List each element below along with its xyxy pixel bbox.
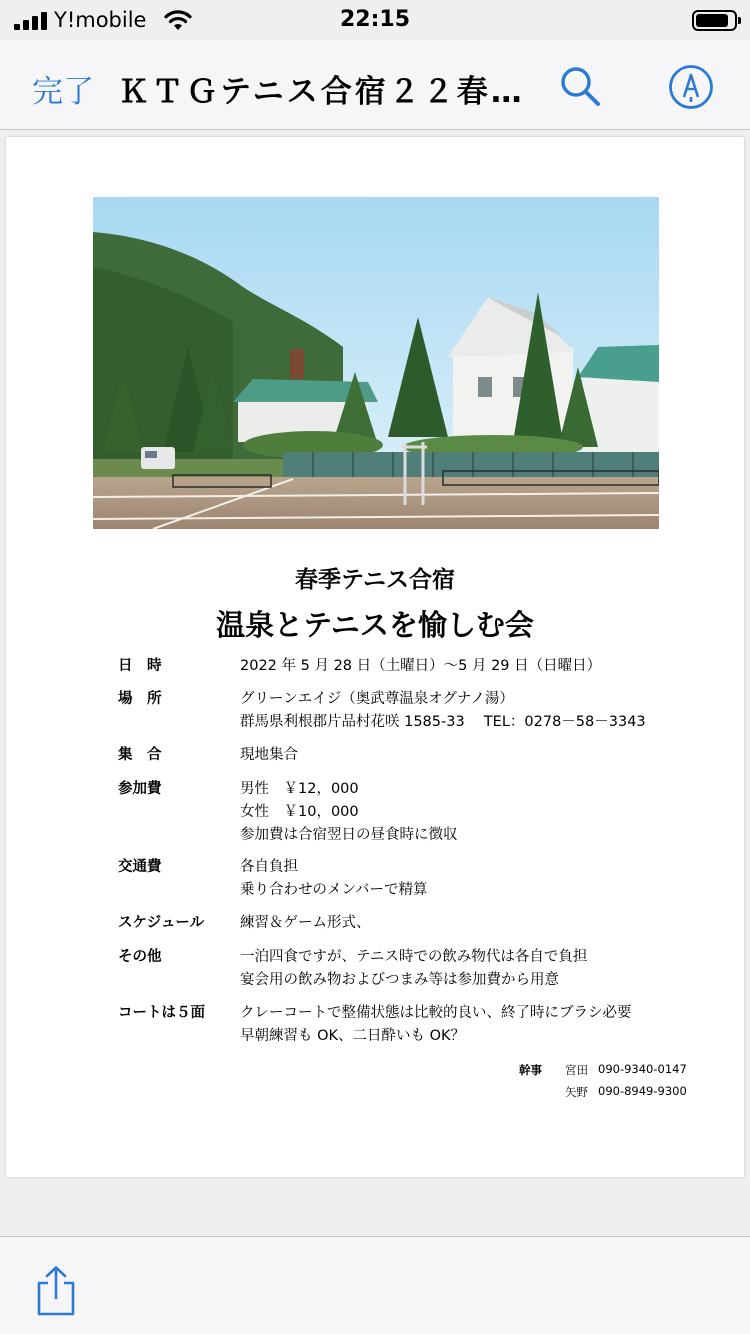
organizer-role: 幹事 <box>519 1063 542 1077</box>
row-value: 女性 ￥10，000 <box>240 804 359 820</box>
row-value: 宴会用の飲み物およびつまみ等は参加費から用意 <box>240 972 559 988</box>
battery-icon <box>692 10 737 31</box>
row-value: クレーコートで整備状態は比較的良い、終了時にブラシ必要 <box>240 1005 632 1021</box>
row-label: 場 所 <box>118 691 162 707</box>
row-label: 参加費 <box>118 781 162 797</box>
status-time: 22:15 <box>339 7 411 32</box>
event-subtitle: 春季テニス合宿 <box>294 567 456 593</box>
row-label: スケジュール <box>118 915 205 931</box>
row-value: 乗り合わせのメンバーで精算 <box>240 882 428 898</box>
row-label: その他 <box>118 949 162 965</box>
row-value: 参加費は合宿翌日の昼食時に徴収 <box>240 827 458 843</box>
row-label: 集 合 <box>118 747 162 763</box>
document-title: ＫＴＧテニス合宿２２春… <box>118 74 525 110</box>
share-icon[interactable] <box>34 1265 78 1317</box>
organizer-name-1: 宮田 <box>565 1063 588 1077</box>
organizer-phone-2: 090-8949-9300 <box>598 1084 687 1098</box>
document-page[interactable] <box>6 137 744 1177</box>
search-icon[interactable] <box>556 62 604 110</box>
status-bar <box>0 0 750 40</box>
row-label: コートは５面 <box>118 1005 205 1021</box>
organizer-phone-1: 090-9340-0147 <box>598 1062 687 1076</box>
row-value: 2022 年 5 月 28 日（土曜日）～5 月 29 日（日曜日） <box>240 658 602 674</box>
row-label: 日 時 <box>118 658 162 674</box>
done-button[interactable]: 完了 <box>32 74 94 110</box>
row-value: 練習＆ゲーム形式、 <box>240 915 371 931</box>
navigation-bar <box>0 40 750 130</box>
row-value: 現地集合 <box>240 747 298 763</box>
organizer-name-2: 矢野 <box>565 1085 588 1099</box>
row-value: グリーンエイジ（奥武尊温泉オグナノ湯） <box>240 691 514 707</box>
row-label: 交通費 <box>118 859 162 875</box>
event-title: 温泉とテニスを愉しむ会 <box>216 608 534 642</box>
bottom-toolbar <box>0 1236 750 1334</box>
row-value: 早朝練習も OK、二日酔いも OK？ <box>240 1028 466 1044</box>
row-value: 群馬県利根郡片品村花咲 1585-33 TEL：0278－58－3343 <box>240 714 646 730</box>
row-value: 男性 ￥12，000 <box>240 781 359 797</box>
row-value: 各自負担 <box>240 859 298 875</box>
carrier-name: Y!mobile <box>54 8 147 32</box>
markup-pen-icon[interactable] <box>668 64 714 110</box>
row-value: 一泊四食ですが、テニス時での飲み物代は各自で負担 <box>240 949 588 965</box>
tennis-court-photo <box>93 197 659 529</box>
